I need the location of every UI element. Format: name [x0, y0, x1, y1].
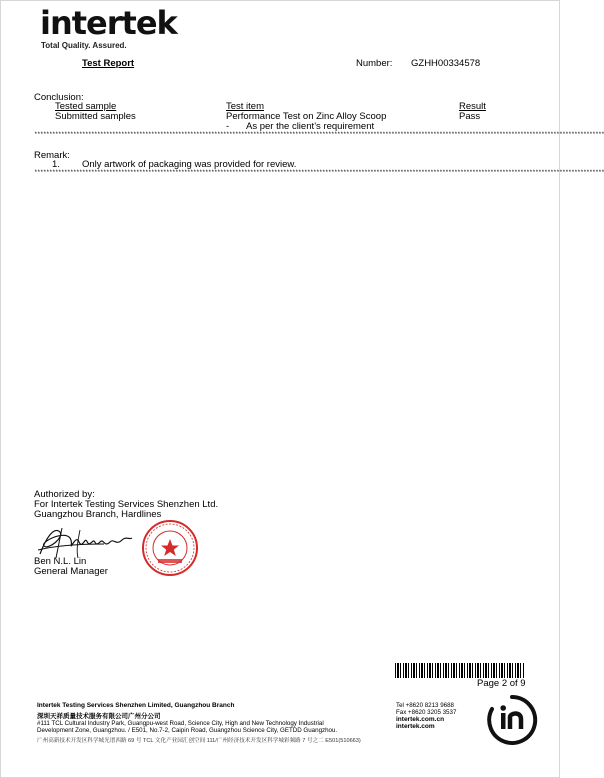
footer-address-2: Development Zone, Guangzhou. / E501, No.7-2, Caipin Road, Guangzhou Science City, GETDD Guangzhou.: [37, 727, 338, 734]
separator-line-2: **********************************************************************************************************************************************************************************************: [34, 169, 604, 176]
test-item-note: As per the client’s requirement: [246, 121, 375, 132]
test-item-note-dash: -: [226, 121, 230, 132]
intertek-in-badge-icon: [487, 695, 537, 745]
col-tested-sample: Tested sample: [55, 101, 117, 112]
footer-company: Intertek Testing Services Shenzhen Limited, Guangzhou Branch: [37, 702, 235, 709]
intertek-logo: intertek: [40, 4, 177, 42]
footer-address-1: #111 TCL Cultural Industry Park, Guangpu-west Road, Science City, High and New Technology Industrial: [37, 720, 324, 727]
signer-title: General Manager: [34, 566, 108, 577]
result-value: Pass: [459, 111, 481, 122]
authorized-label: Authorized by:: [34, 489, 95, 500]
footer-fax: Fax +8620 3205 3537: [396, 709, 457, 716]
authorized-branch: Guangzhou Branch, Hardlines: [34, 509, 162, 520]
report-number-value: GZHH00334578: [411, 58, 481, 69]
footer-company-cn: 深圳天祥质量技术服务有限公司广州分公司: [37, 713, 161, 720]
remark-text: Only artwork of packaging was provided for review.: [82, 159, 297, 170]
remark-number: 1.: [52, 159, 60, 170]
report-number-label: Number:: [356, 58, 393, 69]
footer-address-cn: 广州高新技术开发区科学城光谱西路 69 号 TCL 文化产业园汇创空间 111/广州经济技术开发区科学城彩频路 7 号之二 E501(510663): [37, 738, 361, 744]
barcode-icon: [395, 663, 525, 678]
footer-web[interactable]: intertek.com: [396, 723, 435, 730]
col-result: Result: [459, 101, 486, 112]
authorized-company: For Intertek Testing Services Shenzhen Ltd.: [34, 499, 219, 510]
page-number: Page 2 of 9: [477, 678, 526, 689]
remark-heading: Remark:: [34, 150, 70, 161]
footer-tel: Tel +8620 8213 9688: [396, 702, 454, 709]
signer-name: Ben N.L. Lin: [34, 556, 87, 567]
company-seal-stamp: [141, 519, 199, 577]
separator-line-1: **********************************************************************************************************************************************************************************************: [34, 131, 604, 138]
test-item-value: Performance Test on Zinc Alloy Scoop: [226, 111, 387, 122]
conclusion-heading: Conclusion:: [34, 92, 84, 103]
report-title: Test Report: [82, 58, 135, 69]
footer-web-cn[interactable]: intertek.com.cn: [396, 716, 445, 723]
logo-tagline: Total Quality. Assured.: [41, 41, 127, 50]
tested-sample-value: Submitted samples: [55, 111, 136, 122]
col-test-item: Test item: [226, 101, 265, 112]
